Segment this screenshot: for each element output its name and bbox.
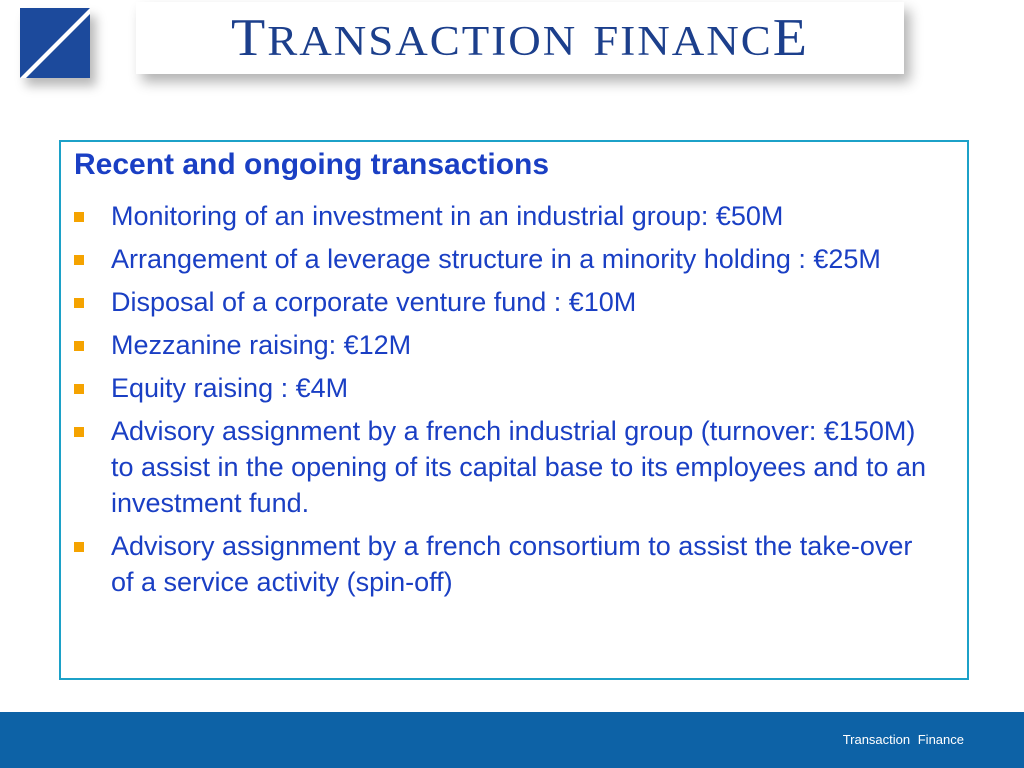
- list-item-text: Advisory assignment by a french consortium to assist the take-over of a service activity (spin-off): [111, 531, 913, 597]
- list-item-text: Equity raising : €4M: [111, 373, 349, 403]
- square-bullet-icon: [74, 384, 84, 394]
- brand-title-part: T: [231, 8, 268, 68]
- list-item: [61, 284, 961, 320]
- list-item-text: Advisory assignment by a french industrial group (turnover: €150M) to assist in the opening of its capital base to its employees and to an investment fund.: [111, 416, 926, 518]
- footer-bar: [0, 712, 1024, 768]
- list-item: [61, 370, 961, 406]
- square-bullet-icon: [74, 427, 84, 437]
- list-item: [61, 413, 961, 521]
- list-item-text: Monitoring of an investment in an industrial group: €50M: [111, 201, 784, 231]
- brand-title: [231, 8, 809, 68]
- square-bullet-icon: [74, 212, 84, 222]
- list-item: [61, 327, 961, 363]
- list-item: [61, 528, 961, 600]
- square-bullet-icon: [74, 542, 84, 552]
- list-item-text: Mezzanine raising: €12M: [111, 330, 412, 360]
- brand-title-part: INANC: [620, 17, 773, 65]
- list-item: [61, 241, 961, 277]
- logo-icon: [20, 8, 90, 78]
- title-banner: [136, 2, 904, 74]
- transactions-list: [61, 198, 961, 607]
- list-item: [61, 198, 961, 234]
- brand-title-part: F: [593, 17, 621, 65]
- list-item-text: Disposal of a corporate venture fund : €10M: [111, 287, 637, 317]
- square-bullet-icon: [74, 341, 84, 351]
- brand-title-part: [577, 9, 593, 68]
- brand-title-part: RANSACTION: [267, 17, 578, 65]
- square-bullet-icon: [74, 298, 84, 308]
- transactions-box: [59, 140, 969, 680]
- square-bullet-icon: [74, 255, 84, 265]
- brand-title-part: E: [772, 8, 809, 68]
- footer-label: Transaction Finance: [842, 732, 964, 747]
- section-heading: Recent and ongoing transactions: [74, 148, 550, 181]
- list-item-text: Arrangement of a leverage structure in a minority holding : €25M: [111, 244, 881, 274]
- diagonal-split-square-icon: [20, 8, 90, 78]
